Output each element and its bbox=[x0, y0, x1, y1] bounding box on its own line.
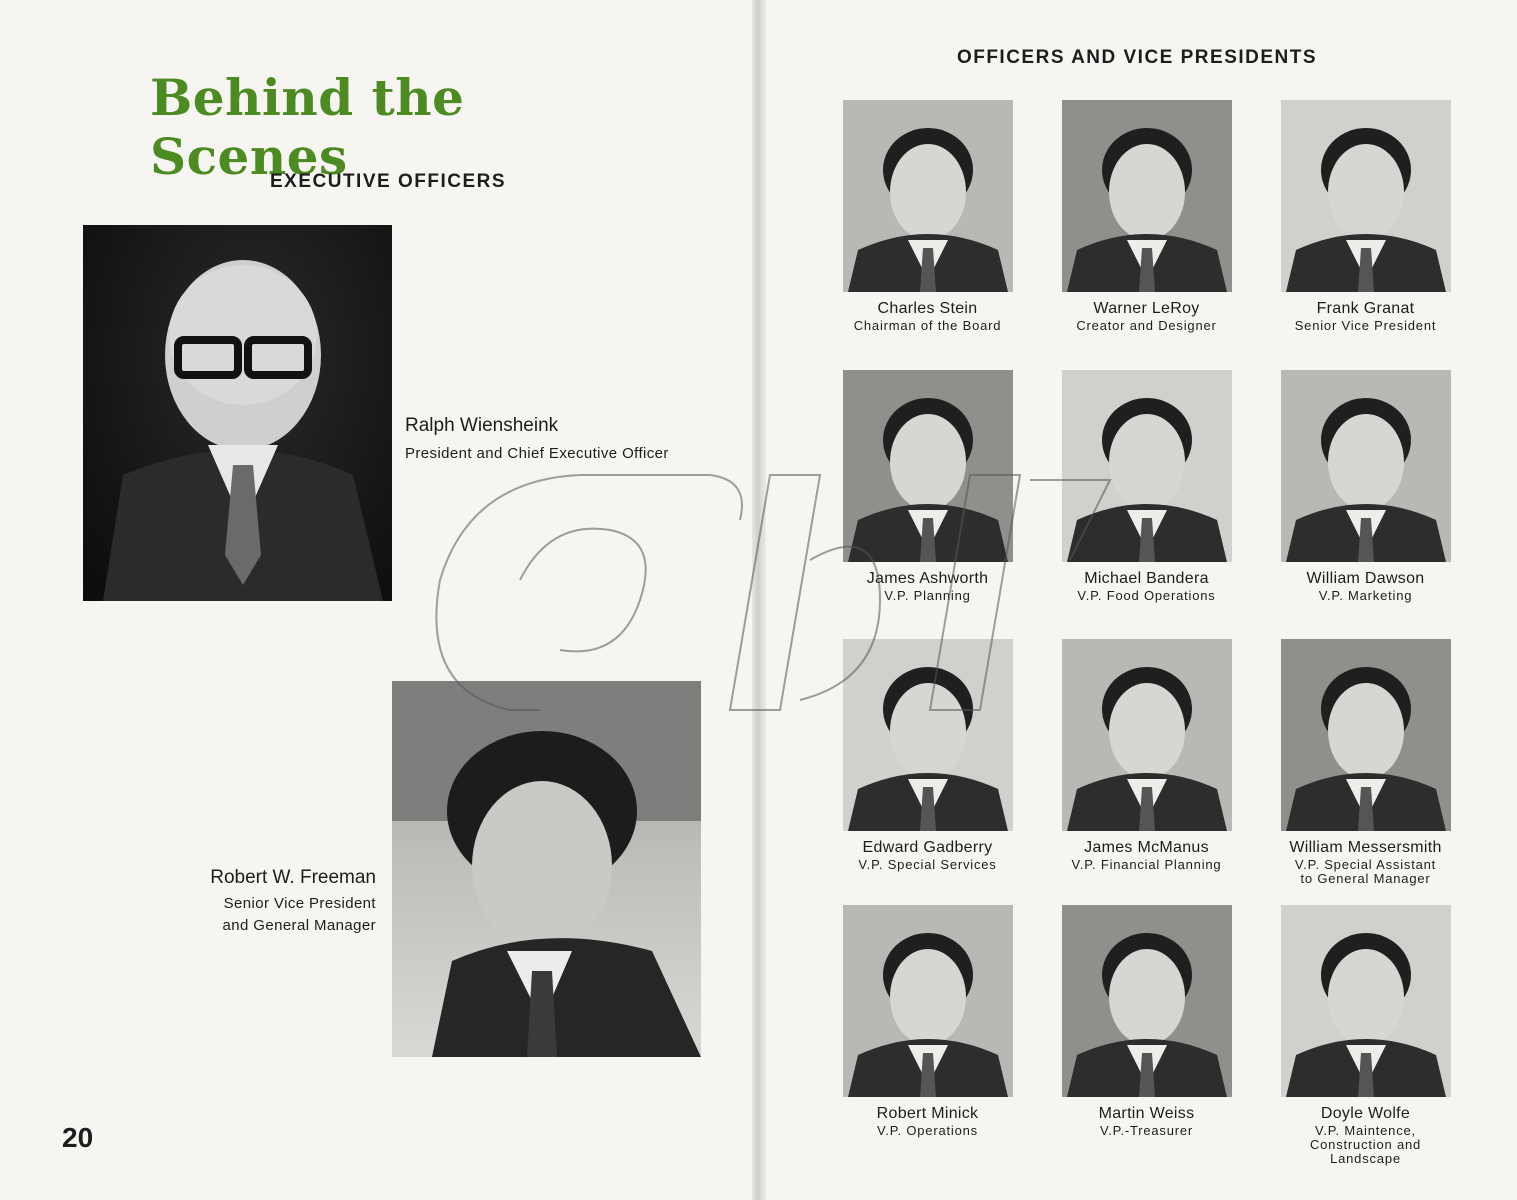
officer-title bbox=[1253, 319, 1478, 333]
officer-name: William Dawson bbox=[1306, 570, 1425, 587]
officer-card bbox=[1253, 370, 1478, 603]
officer-portrait-photo bbox=[843, 100, 1013, 292]
officer-title bbox=[1034, 858, 1259, 872]
officer-card bbox=[815, 100, 1040, 333]
officer-name: Frank Granat bbox=[1316, 300, 1415, 317]
officer-name: James McManus bbox=[1084, 839, 1209, 856]
officer-portrait-photo bbox=[1281, 905, 1451, 1097]
title-line: V.P. Planning bbox=[884, 588, 971, 603]
title-line: V.P. Special Assistant bbox=[1294, 857, 1437, 872]
title-line: and General Manager bbox=[222, 917, 376, 934]
officer-card bbox=[1034, 100, 1259, 333]
officer-name: Charles Stein bbox=[877, 300, 978, 317]
officer-card bbox=[815, 639, 1040, 872]
title-line: V.P. Special Services bbox=[858, 857, 997, 872]
title-line: V.P. Financial Planning bbox=[1071, 857, 1222, 872]
executive-portrait-photo bbox=[83, 225, 392, 601]
officer-portrait-photo bbox=[843, 639, 1013, 831]
title-line: V.P.-Treasurer bbox=[1099, 1123, 1194, 1138]
officer-card bbox=[815, 905, 1040, 1138]
executive-officers-heading: EXECUTIVE OFFICERS bbox=[269, 171, 507, 192]
title-line: V.P. Operations bbox=[877, 1123, 978, 1138]
officers-vp-heading: OFFICERS AND VICE PRESIDENTS bbox=[956, 47, 1318, 68]
executive-portrait-photo bbox=[392, 681, 701, 1057]
officer-name: James Ashworth bbox=[866, 570, 989, 587]
officer-portrait-photo bbox=[843, 370, 1013, 562]
officer-name: Edward Gadberry bbox=[862, 839, 993, 856]
executive-name: Ralph Wiensheink bbox=[405, 415, 559, 436]
title-line: Landscape bbox=[1330, 1151, 1401, 1166]
officer-portrait-photo bbox=[1062, 905, 1232, 1097]
executive-name: Robert W. Freeman bbox=[210, 867, 376, 888]
title-line: Senior Vice President bbox=[223, 895, 376, 912]
officer-card bbox=[1034, 905, 1259, 1138]
officer-title bbox=[1034, 589, 1259, 603]
page-title: Behind the Scenes bbox=[150, 68, 465, 186]
officer-portrait-photo bbox=[843, 905, 1013, 1097]
executive-title bbox=[150, 893, 376, 937]
book-gutter bbox=[752, 0, 766, 1200]
officer-title bbox=[815, 319, 1040, 333]
title-line: to General Manager bbox=[1300, 871, 1431, 886]
officer-title bbox=[1034, 319, 1259, 333]
officer-title bbox=[1253, 1124, 1478, 1166]
title-line: Creator and Designer bbox=[1076, 318, 1217, 333]
officer-name: Michael Bandera bbox=[1084, 570, 1209, 587]
officer-portrait-photo bbox=[1062, 639, 1232, 831]
officer-title bbox=[815, 1124, 1040, 1138]
officer-portrait-photo bbox=[1281, 639, 1451, 831]
officer-name: Warner LeRoy bbox=[1093, 300, 1200, 317]
officer-card bbox=[1034, 639, 1259, 872]
officer-name: Robert Minick bbox=[876, 1105, 979, 1122]
officer-portrait-photo bbox=[1062, 100, 1232, 292]
title-line: Chairman of the Board bbox=[853, 318, 1002, 333]
officer-name: William Messersmith bbox=[1289, 839, 1442, 856]
officer-title bbox=[815, 589, 1040, 603]
title-line: Construction and bbox=[1309, 1137, 1422, 1152]
title-line: Senior Vice President bbox=[1294, 318, 1437, 333]
title-line: V.P. Maintence, bbox=[1315, 1123, 1416, 1138]
page-number: 20 bbox=[62, 1122, 94, 1153]
officer-card bbox=[1034, 370, 1259, 603]
officer-portrait-photo bbox=[1281, 370, 1451, 562]
officer-title bbox=[1034, 1124, 1259, 1138]
officer-portrait-photo bbox=[1062, 370, 1232, 562]
officer-name: Martin Weiss bbox=[1098, 1105, 1195, 1122]
officer-portrait-photo bbox=[1281, 100, 1451, 292]
executive-title: President and Chief Executive Officer bbox=[405, 445, 669, 462]
officer-card bbox=[815, 370, 1040, 603]
officer-name: Doyle Wolfe bbox=[1320, 1105, 1411, 1122]
officer-title bbox=[1253, 589, 1478, 603]
officer-card bbox=[1253, 100, 1478, 333]
officer-card bbox=[1253, 905, 1478, 1166]
title-line: V.P. Marketing bbox=[1318, 588, 1413, 603]
officer-card bbox=[1253, 639, 1478, 886]
officer-title bbox=[815, 858, 1040, 872]
title-line: V.P. Food Operations bbox=[1077, 588, 1216, 603]
officer-title bbox=[1253, 858, 1478, 886]
